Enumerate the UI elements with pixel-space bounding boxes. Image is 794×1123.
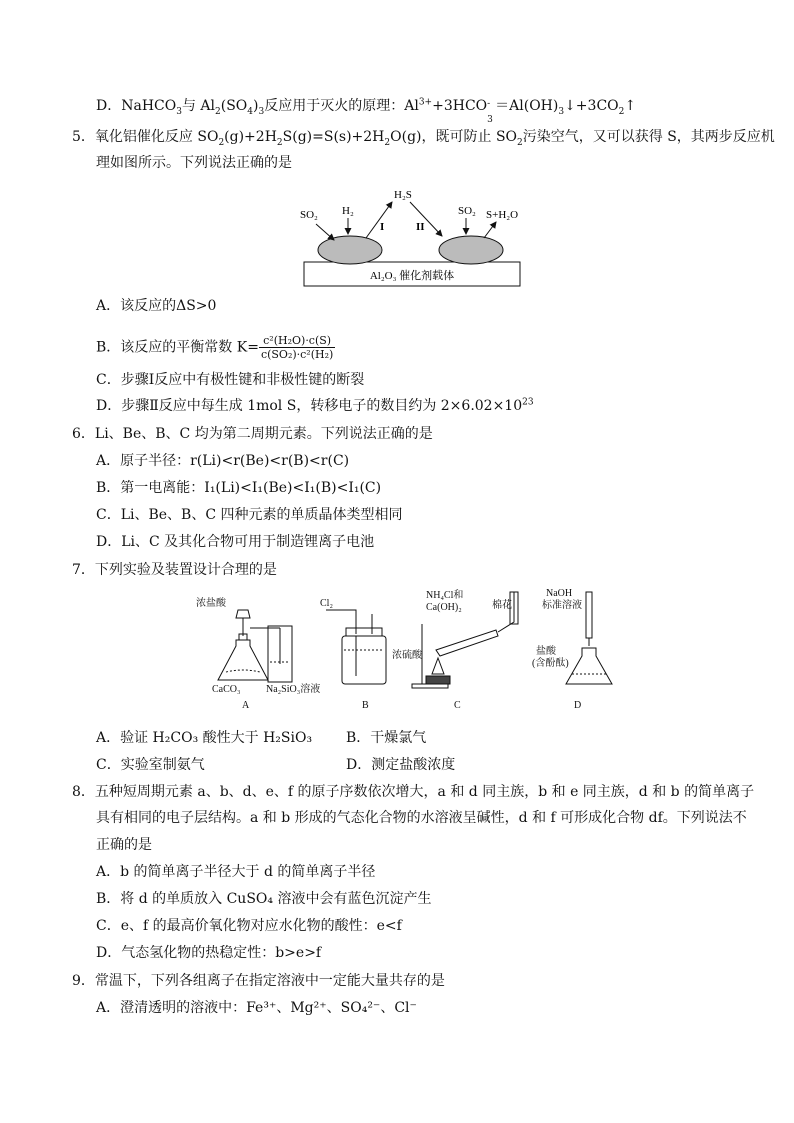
apparatus-a-solution-label: Na₂SiO₃溶液 bbox=[266, 684, 321, 695]
q7-option-b: B．干燥氯气 bbox=[346, 730, 427, 746]
q5-mechanism-diagram bbox=[296, 182, 526, 290]
apparatus-d-tag: D bbox=[574, 700, 582, 711]
q5-option-b: B．该反应的平衡常数 K= $\frac{\text{c²(H₂O)·c(S)}}{\text{c(SO₂)·c²(H₂)}}$ bbox=[96, 334, 334, 361]
apparatus-c-tag: C bbox=[454, 700, 461, 711]
apparatus-c-reagent-label-1: NH₄Cl和 bbox=[426, 590, 464, 601]
product-label: S+H₂O bbox=[486, 209, 519, 221]
apparatus-b-tag: B bbox=[362, 700, 369, 711]
apparatus-b-gas-label: Cl₂ bbox=[320, 598, 333, 609]
catalyst-particle-right bbox=[439, 236, 503, 264]
apparatus-c-cotton-label: 棉花 bbox=[492, 600, 512, 611]
so2-right-label: SO₂ bbox=[458, 205, 476, 217]
q8-option-d: D．气态氢化物的热稳定性：b>e>f bbox=[96, 945, 322, 961]
apparatus-a-tag: A bbox=[242, 700, 250, 711]
q6-stem: 6．Li、Be、B、C 均为第二周期元素。下列说法正确的是 bbox=[72, 426, 433, 442]
q8-stem-line1: 8．五种短周期元素 a、b、d、e、f 的原子序数依次增大，a 和 d 同主族，b 和 e 同主族，d 和 b 的简单离子 bbox=[72, 784, 755, 800]
q6-option-b: B．第一电离能：I₁(Li)<I₁(Be)<I₁(B)<I₁(C) bbox=[96, 480, 382, 496]
q6-option-c: C．Li、Be、B、C 四种元素的单质晶体类型相同 bbox=[96, 507, 403, 523]
q4-option-d: D．NaHCO$_3$与 $Al_2(SO_4)_3$反应用于灭火的原理：$Al^{3+}+3HCO$ - 3 $=Al(OH)_3↓+3CO_2↑$ bbox=[96, 97, 637, 125]
apparatus-a-acid-label: 浓盐酸 bbox=[196, 598, 226, 609]
q5-option-c: C．步骤Ⅰ反应中有极性键和非极性键的断裂 bbox=[96, 372, 365, 388]
apparatus-d-acid-label-2: (含酚酞) bbox=[532, 658, 569, 669]
q8-option-a: A．b 的简单离子半径大于 d 的简单离子半径 bbox=[96, 864, 376, 880]
apparatus-a bbox=[196, 596, 320, 711]
step-2-label: II bbox=[416, 221, 425, 233]
apparatus-c bbox=[412, 589, 518, 711]
q6-option-a: A．原子半径：r(Li)<r(Be)<r(B)<r(C) bbox=[96, 453, 350, 469]
q8-stem-line2: 具有相同的电子层结构。a 和 b 形成的气态化合物的水溶液呈碱性，d 和 f 可形成化合物 df。下列说法不 bbox=[96, 810, 747, 826]
q9-option-a: A．澄清透明的溶液中：Fe³⁺、Mg²⁺、SO₄²⁻、Cl⁻ bbox=[96, 1000, 417, 1016]
q5-option-a: A．该反应的ΔS>0 bbox=[96, 298, 217, 314]
apparatus-b bbox=[320, 598, 423, 711]
q8-option-c: C．e、f 的最高价氧化物对应水化物的酸性：e<f bbox=[96, 918, 402, 934]
q7-option-d: D．测定盐酸浓度 bbox=[346, 757, 456, 773]
q5-stem-line1: 5．氧化铝催化反应 $SO_2(g)+2H_2S(g)=S(s)+2H_2O(g)$，既可防止 $SO_2$污染空气，又可以获得 S，其两步反应机 bbox=[72, 129, 775, 148]
apparatus-c-reagent-label-2: Ca(OH)₂ bbox=[426, 602, 462, 613]
so2-left-label: SO₂ bbox=[300, 209, 318, 221]
h2-label: H₂ bbox=[342, 205, 354, 217]
apparatus-d-acid-label-1: 盐酸 bbox=[536, 646, 556, 657]
equilibrium-constant-fraction: $\frac{\text{c²(H₂O)·c(S)}}{\text{c(SO₂)·c²(H₂)}}$ bbox=[260, 334, 334, 361]
q6-option-d: D．Li、C 及其化合物可用于制造锂离子电池 bbox=[96, 534, 375, 550]
q8-stem-line3: 正确的是 bbox=[96, 837, 152, 853]
catalyst-support-label: Al₂O₃ 催化剂载体 bbox=[369, 270, 455, 282]
q7-apparatus-figure bbox=[196, 584, 616, 712]
apparatus-b-acid-label: 浓硫酸 bbox=[392, 650, 422, 661]
q7-stem: 7．下列实验及装置设计合理的是 bbox=[72, 562, 277, 578]
h2s-label: H₂S bbox=[394, 189, 412, 201]
q7-option-c: C．实验室制氨气 bbox=[96, 757, 205, 773]
apparatus-d-base-label-2: 标准溶液 bbox=[542, 600, 582, 611]
step-1-label: I bbox=[380, 221, 385, 233]
apparatus-d-base-label-1: NaOH bbox=[546, 588, 573, 599]
q5-option-d: D．步骤Ⅱ反应中每生成 1mol S，转移电子的数目约为 $2\times 6.02\times 10^{23}$ bbox=[96, 397, 534, 414]
catalyst-particle-left bbox=[318, 236, 382, 264]
q5-stem-line2: 理如图所示。下列说法正确的是 bbox=[96, 155, 292, 171]
apparatus-a-solid-label: CaCO₃ bbox=[212, 684, 241, 695]
q8-option-b: B．将 d 的单质放入 CuSO₄ 溶液中会有蓝色沉淀产生 bbox=[96, 891, 432, 907]
q9-stem: 9．常温下，下列各组离子在指定溶液中一定能大量共存的是 bbox=[72, 973, 445, 989]
q7-option-a: A．验证 H₂CO₃ 酸性大于 H₂SiO₃ bbox=[96, 730, 313, 746]
apparatus-d bbox=[532, 588, 612, 711]
